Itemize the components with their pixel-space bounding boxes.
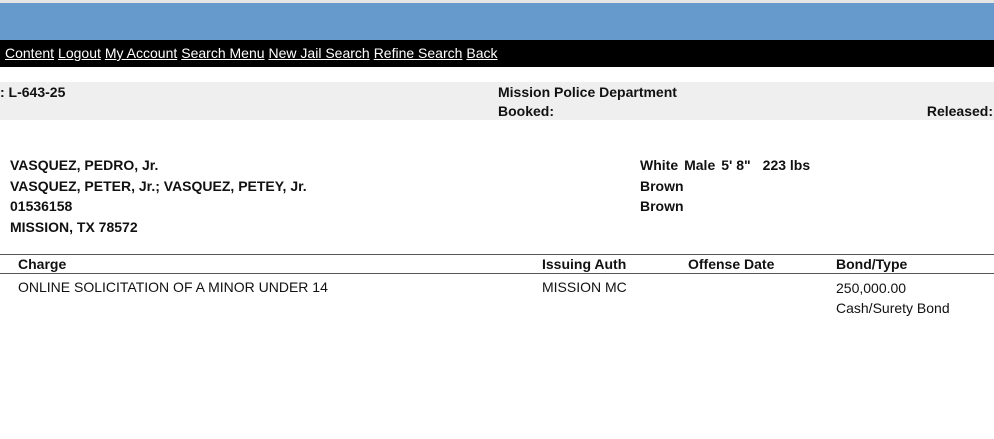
issuing-auth: MISSION MC xyxy=(542,279,627,295)
person-id: 01536158 xyxy=(10,198,73,214)
race: White xyxy=(640,157,679,173)
table-row xyxy=(0,274,994,334)
charges-table xyxy=(0,254,994,334)
height: 5' 8" xyxy=(721,157,751,173)
charges-header-row xyxy=(0,255,994,274)
weight: 223 lbs xyxy=(762,157,811,173)
nav-link-my-account[interactable]: My Account xyxy=(104,45,178,61)
nav-bar xyxy=(0,40,994,67)
header-bond-type: Bond/Type xyxy=(836,256,908,272)
eye-color: Brown xyxy=(640,198,684,214)
arresting-agency: Mission Police Department xyxy=(498,84,677,100)
person-location: MISSION, TX 78572 xyxy=(10,218,138,235)
case-number: : L-643-25 xyxy=(0,84,66,100)
nav-link-refine-search[interactable]: Refine Search xyxy=(373,45,463,61)
person-info xyxy=(10,155,307,237)
header-offense-date: Offense Date xyxy=(688,256,775,272)
nav-link-back[interactable]: Back xyxy=(466,45,498,61)
header-issuing-auth: Issuing Auth xyxy=(542,256,627,272)
released-label: Released: xyxy=(926,103,993,119)
sex: Male xyxy=(684,157,716,173)
charge-description: ONLINE SOLICITATION OF A MINOR UNDER 14 xyxy=(18,279,328,295)
person-aliases: VASQUEZ, PETER, Jr.; VASQUEZ, PETEY, Jr. xyxy=(10,177,307,194)
bond-type: Cash/Surety Bond xyxy=(836,300,950,316)
nav-link-content[interactable]: Content xyxy=(5,45,55,61)
case-info-band xyxy=(0,82,994,120)
description-line-1 xyxy=(640,155,810,176)
physical-description xyxy=(640,155,810,217)
nav-link-new-jail-search[interactable]: New Jail Search xyxy=(268,45,370,61)
nav-link-search-menu[interactable]: Search Menu xyxy=(181,45,265,61)
person-name: VASQUEZ, PEDRO, Jr. xyxy=(10,157,159,173)
header-banner xyxy=(0,3,994,40)
nav-link-logout[interactable]: Logout xyxy=(58,45,101,61)
booked-label: Booked: xyxy=(498,103,554,119)
bond-amount: 250,000.00 xyxy=(836,280,907,296)
header-charge: Charge xyxy=(18,256,67,272)
hair-color: Brown xyxy=(640,177,684,194)
bond-info xyxy=(836,278,950,318)
